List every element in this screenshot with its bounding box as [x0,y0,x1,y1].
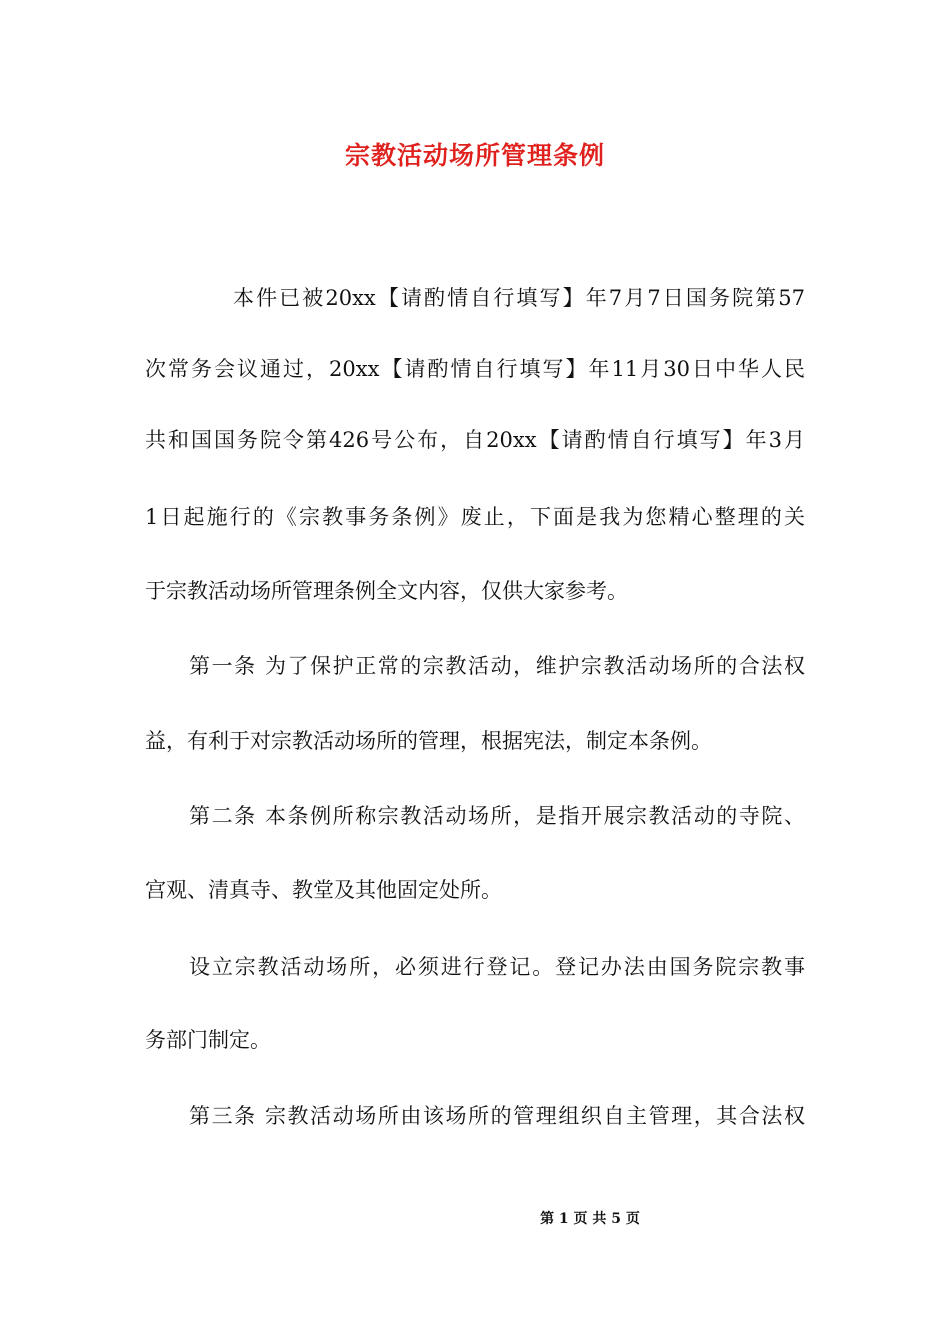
paragraph-line: 1日起施行的《宗教事务条例》废止，下面是我为您精心整理的关 [145,505,805,529]
document-title: 宗教活动场所管理条例 [344,141,605,170]
paragraph-line: 宫观、清真寺、教堂及其他固定处所。 [145,878,502,902]
paragraph-line: 务部门制定。 [145,1028,271,1052]
paragraph-line: 第一条 为了保护正常的宗教活动，维护宗教活动场所的合法权 [189,654,805,678]
paragraph-line: 共和国国务院令第426号公布，自20xx【请酌情自行填写】年3月 [145,428,805,452]
paragraph-line: 益，有利于对宗教活动场所的管理，根据宪法，制定本条例。 [145,729,712,753]
paragraph-line: 第三条 宗教活动场所由该场所的管理组织自主管理，其合法权 [189,1104,805,1128]
paragraph-line: 第二条 本条例所称宗教活动场所，是指开展宗教活动的寺院、 [189,804,805,828]
paragraph-line: 次常务会议通过，20xx【请酌情自行填写】年11月30日中华人民 [145,357,805,381]
paragraph-line: 设立宗教活动场所，必须进行登记。登记办法由国务院宗教事 [189,955,805,979]
paragraph-line: 本件已被20xx【请酌情自行填写】年7月7日国务院第57 [233,286,805,310]
page-footer: 第 1 页 共 5 页 [540,1211,640,1227]
paragraph-line: 于宗教活动场所管理条例全文内容，仅供大家参考。 [145,579,628,603]
